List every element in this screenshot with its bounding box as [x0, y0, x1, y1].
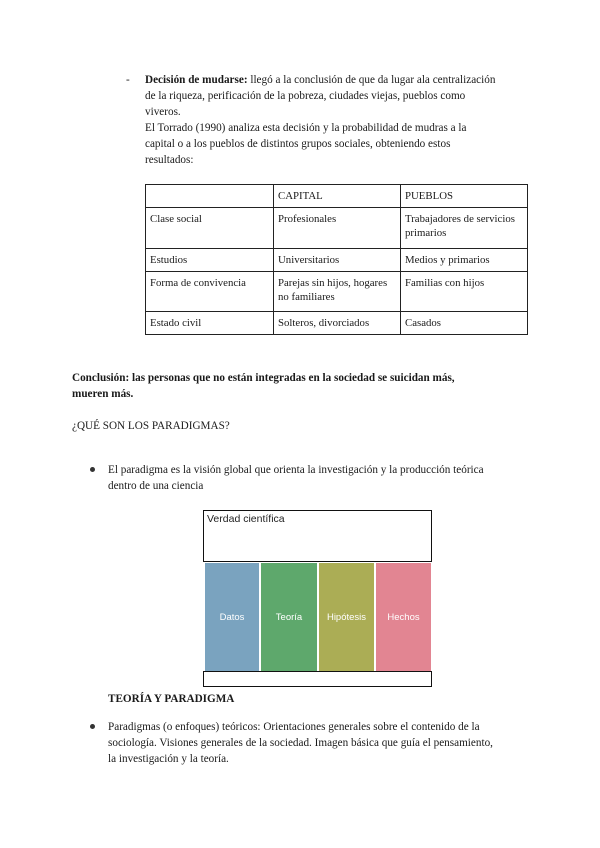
table-cell: Estado civil	[146, 312, 274, 335]
table-cell: Profesionales	[274, 208, 401, 249]
table-cell: Estudios	[146, 249, 274, 272]
paradigma-line-2: dentro de una ciencia	[108, 480, 204, 492]
diagram-base	[203, 671, 432, 687]
table-cell: Clase social	[146, 208, 274, 249]
verdad-cientifica-box	[203, 510, 432, 562]
table-cell: Universitarios	[274, 249, 401, 272]
intro-line-3: viveros.	[145, 106, 181, 118]
table-header-cell: CAPITAL	[274, 185, 401, 208]
table-cell: Parejas sin hijos, hogares no familiares	[274, 272, 401, 312]
teoria-line-1: Paradigmas (o enfoques) teóricos: Orientaciones generales sobre el contenido de la	[108, 721, 480, 733]
intro-line-1	[145, 72, 495, 88]
table-cell: Trabajadores de servicios primarios	[401, 208, 528, 249]
teoria-line-3: la investigación y la teoría.	[108, 753, 229, 765]
list-dash: -	[126, 74, 130, 86]
table-header-cell: PUEBLOS	[401, 185, 528, 208]
table-row	[146, 312, 528, 335]
table-cell: Familias con hijos	[401, 272, 528, 312]
verdad-cientifica-label: Verdad científica	[207, 513, 285, 525]
table-row	[146, 208, 528, 249]
pillar-teoria: Teoría	[261, 563, 317, 671]
intro-line-2: de la riqueza, perificación de la pobreza, ciudades viejas, pueblos como	[145, 90, 466, 102]
pillar-hipotesis: Hipótesis	[319, 563, 374, 671]
intro-line-5: capital o a los pueblos de distintos grupos sociales, obteniendo estos	[145, 138, 451, 150]
table-header-cell	[146, 185, 274, 208]
table-header-row	[146, 185, 528, 208]
table-row	[146, 249, 528, 272]
pillar-datos: Datos	[205, 563, 259, 671]
conclusion-line-2: mueren más.	[72, 388, 134, 400]
table-cell: Medios y primarios	[401, 249, 528, 272]
table-row	[146, 272, 528, 312]
intro-line-1-rest: llegó a la conclusión de que da lugar ala centralización	[247, 74, 496, 86]
table-cell: Forma de convivencia	[146, 272, 274, 312]
intro-line-6: resultados:	[145, 154, 194, 166]
paradigma-line-1: El paradigma es la visión global que orienta la investigación y la producción teórica	[108, 464, 484, 476]
section-heading-paradigmas: ¿QUÉ SON LOS PARADIGMAS?	[72, 420, 230, 432]
section-heading-teoria: TEORÍA Y PARADIGMA	[108, 693, 235, 705]
bullet-icon	[90, 724, 95, 729]
pillar-hechos: Hechos	[376, 563, 431, 671]
decision-label: Decisión de mudarse:	[145, 74, 248, 86]
intro-line-4: El Torrado (1990) analiza esta decisión y la probabilidad de mudras a la	[145, 122, 467, 134]
bullet-icon	[90, 467, 95, 472]
migration-table	[145, 184, 528, 335]
table-cell: Solteros, divorciados	[274, 312, 401, 335]
conclusion-line-1: Conclusión: las personas que no están integradas en la sociedad se suicidan más,	[72, 372, 455, 384]
teoria-line-2: sociología. Visiones generales de la sociedad. Imagen básica que guía el pensamiento,	[108, 737, 493, 749]
table-cell: Casados	[401, 312, 528, 335]
